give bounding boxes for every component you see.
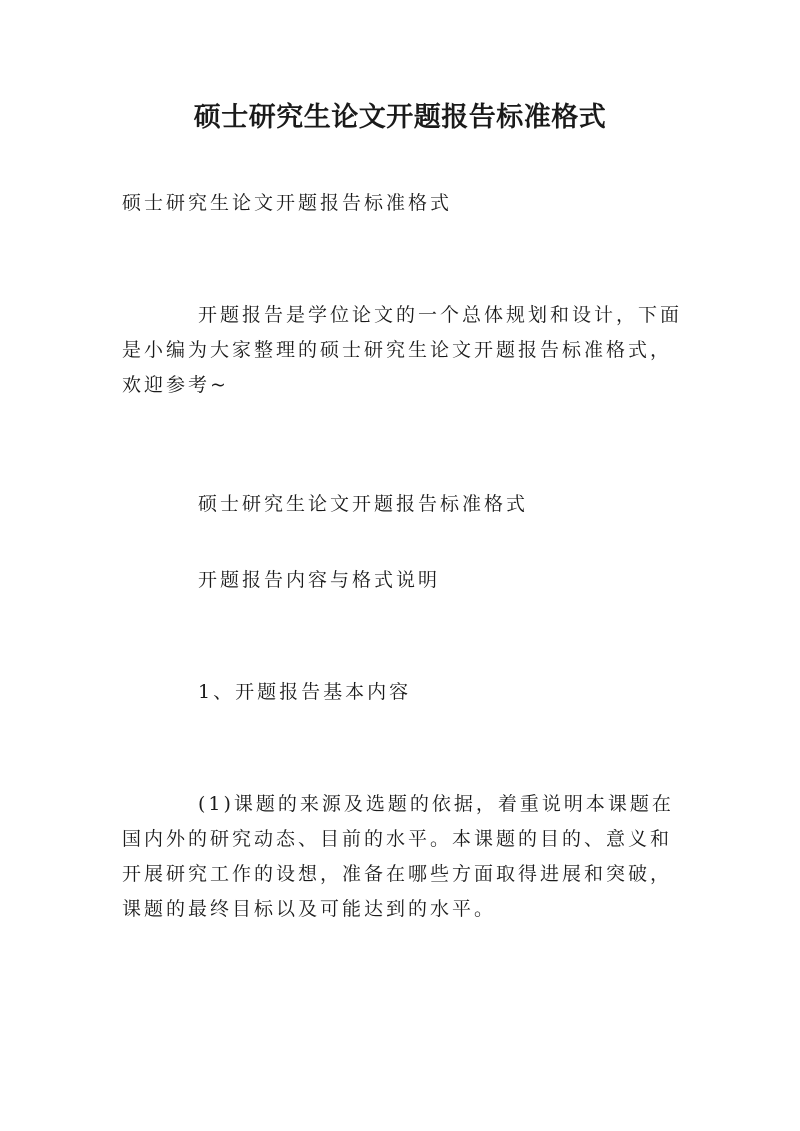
intro-paragraph: 开题报告是学位论文的一个总体规划和设计，下面是小编为大家整理的硕士研究生论文开题报告标准格式，欢迎参考~ — [122, 304, 683, 396]
section-title-paragraph: 硕士研究生论文开题报告标准格式 — [198, 493, 529, 515]
subtitle-paragraph: 硕士研究生论文开题报告标准格式 — [122, 192, 453, 214]
format-description-heading: 开题报告内容与格式说明 — [198, 569, 441, 591]
item-1-paragraph: (1)课题的来源及选题的依据，着重说明本课题在国内外的研究动态、目前的水平。本课题的目的、意义和开展研究工作的设想，准备在哪些方面取得进展和突破，课题的最终目标以及可能达到的水平。 — [122, 793, 674, 920]
section-1-heading: 1、开题报告基本内容 — [198, 681, 412, 703]
document-title: 硕士研究生论文开题报告标准格式 — [193, 102, 607, 133]
